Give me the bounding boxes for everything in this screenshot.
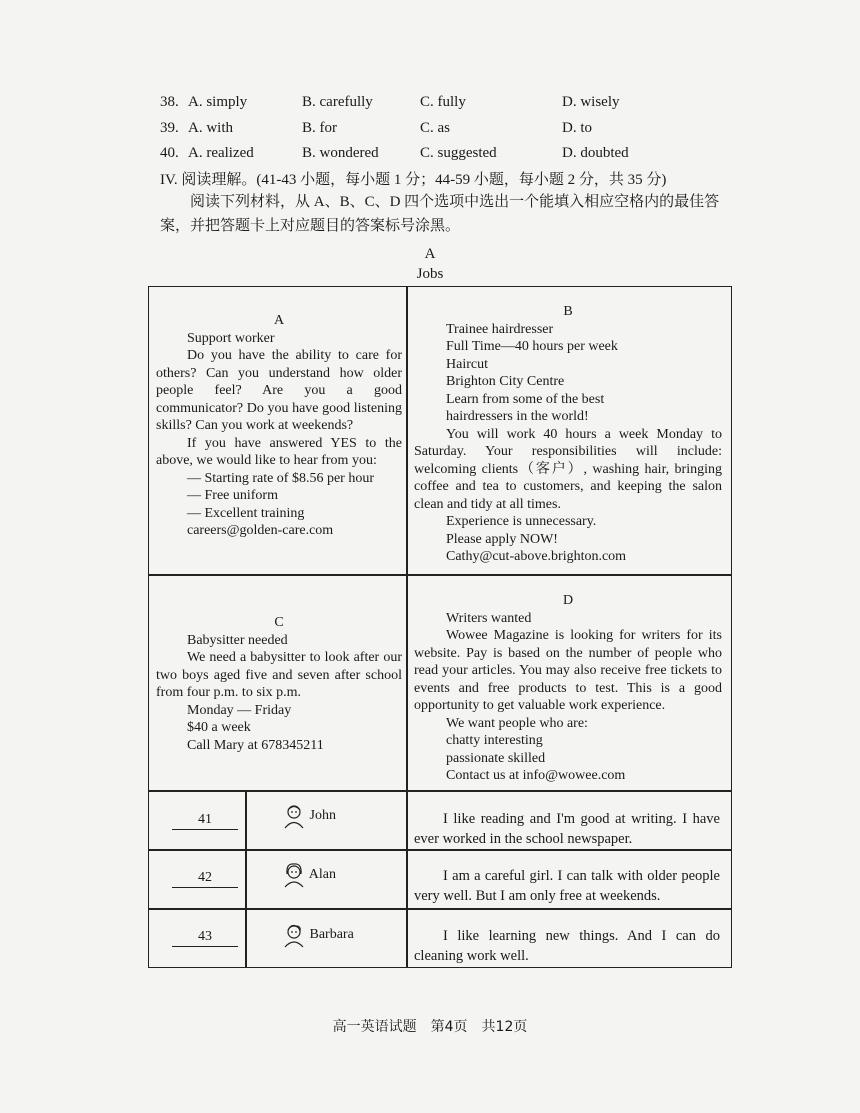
person-name: Barbara	[309, 927, 354, 943]
person-avatar-icon	[282, 922, 306, 948]
ad-c	[156, 614, 402, 754]
page-footer: 高一英语试题 第4页 共12页	[332, 1019, 528, 1035]
ad-contact: Contact us at info@wowee.com	[446, 768, 626, 783]
question-number: 38.	[160, 94, 179, 110]
person-alan	[282, 862, 336, 888]
ad-line: Learn from some of the best hairdressers in the world!	[446, 391, 605, 424]
ad-letter: D	[562, 593, 574, 608]
ad-line: Monday — Friday	[187, 702, 292, 718]
ad-contact: Cathy@cut-above.brighton.com	[446, 549, 627, 564]
option-d: D. to	[562, 120, 592, 136]
blank-number: 43	[172, 929, 238, 947]
ad-title: Babysitter needed	[187, 632, 288, 648]
passage-title: Jobs	[416, 266, 444, 282]
blank-number: 42	[172, 870, 238, 888]
ad-line: chatty interesting	[446, 733, 543, 748]
question-39	[160, 120, 720, 144]
ad-contact: Call Mary at 678345211	[187, 737, 324, 753]
option-d: D. doubted	[562, 145, 629, 161]
divider-horizontal	[148, 849, 732, 851]
ad-body: Do you have the ability to care for others? Can you understand how older people feel? Are you a good communicator? Do you have good listening skills? Can you work at weekends?	[156, 348, 402, 433]
ad-d	[414, 592, 722, 785]
ad-a	[156, 312, 402, 540]
ad-line: Please apply NOW!	[446, 531, 558, 547]
ad-line: Haircut	[446, 356, 488, 372]
divider-vertical-small	[245, 790, 247, 968]
answer-blank-43[interactable]	[170, 929, 240, 947]
ad-line: Experience is unnecessary.	[446, 514, 597, 529]
ad-body: Wowee Magazine is looking for writers for its website. Pay is based on the number of people who read your articles. You may also receive free tickets to events and free products to test. This is a good opportunity to get valuable work experience.	[414, 628, 722, 713]
ad-line: Brighton City Centre	[446, 374, 565, 389]
section-instruction: 阅读下列材料，从 A、B、C、D 四个选项中选出一个能填入相应空格内的最佳答案，并把答题卡上对应题目的答案标号涂黑。	[160, 194, 720, 234]
option-a: A. simply	[188, 94, 248, 110]
ad-letter: B	[563, 304, 573, 319]
person-barbara	[282, 922, 354, 948]
ad-list-item: — Starting rate of $8.56 per hour	[187, 470, 375, 486]
question-number: 40.	[160, 145, 179, 161]
divider-horizontal	[148, 790, 732, 792]
ad-line: Full Time—40 hours per week	[446, 339, 618, 354]
option-b: B. for	[302, 120, 337, 136]
question-38	[160, 94, 720, 118]
option-c: C. suggested	[420, 145, 497, 161]
ad-line: $40 a week	[187, 720, 251, 735]
ad-list-item: — Excellent training	[187, 505, 305, 521]
question-number: 39.	[160, 120, 179, 136]
person-description: I like learning new things. And I can do cleaning work well.	[414, 928, 720, 964]
person-avatar-icon	[282, 803, 306, 829]
person-avatar-icon	[282, 862, 306, 888]
section-heading: IV. 阅读理解。(41-43 小题，每小题 1 分；44-59 小题，每小题 2 分，共 35 分)	[160, 172, 667, 188]
ad-body: You will work 40 hours a week Monday to Saturday. Your responsibilities will include: welcoming clients（客户）, washing hair, bringing coffee and tea to customers, and keeping the salon clean and tidy at all times.	[414, 426, 722, 512]
option-d: D. wisely	[562, 94, 620, 110]
option-c: C. fully	[420, 94, 466, 110]
option-c: C. as	[420, 120, 450, 136]
ad-title: Support worker	[187, 330, 275, 346]
person-description: I am a careful girl. I can talk with older people very well. But I am only free at weekends.	[414, 868, 720, 904]
ad-title: Writers wanted	[446, 610, 532, 626]
ad-contact: careers@golden-care.com	[187, 523, 334, 538]
divider-horizontal	[148, 908, 732, 910]
option-b: B. wondered	[302, 145, 379, 161]
ad-line: We want people who are:	[446, 715, 588, 731]
person-name: John	[309, 808, 336, 824]
option-b: B. carefully	[302, 94, 373, 110]
blank-number: 41	[172, 812, 238, 830]
person-name: Alan	[308, 867, 336, 883]
ad-letter: C	[274, 615, 284, 630]
ad-body: We need a babysitter to look after our two boys aged five and seven after school from four p.m. to six p.m.	[156, 650, 402, 700]
ad-b	[414, 303, 722, 566]
ad-list-item: — Free uniform	[187, 488, 278, 503]
divider-horizontal	[148, 574, 732, 576]
ad-letter: A	[273, 313, 285, 328]
ad-body-2: If you have answered YES to the above, we would like to hear from you:	[156, 435, 402, 468]
ad-line: passionate skilled	[446, 750, 546, 766]
answer-blank-42[interactable]	[170, 870, 240, 888]
passage-letter: A	[424, 246, 436, 262]
option-a: A. realized	[188, 145, 254, 161]
ad-title: Trainee hairdresser	[446, 321, 554, 337]
person-john	[282, 803, 336, 829]
option-a: A. with	[188, 120, 233, 136]
answer-blank-41[interactable]	[170, 812, 240, 830]
divider-vertical	[406, 286, 408, 968]
person-description: I like reading and I'm good at writing. I have ever worked in the school newspaper.	[414, 811, 720, 847]
question-40	[160, 145, 720, 169]
